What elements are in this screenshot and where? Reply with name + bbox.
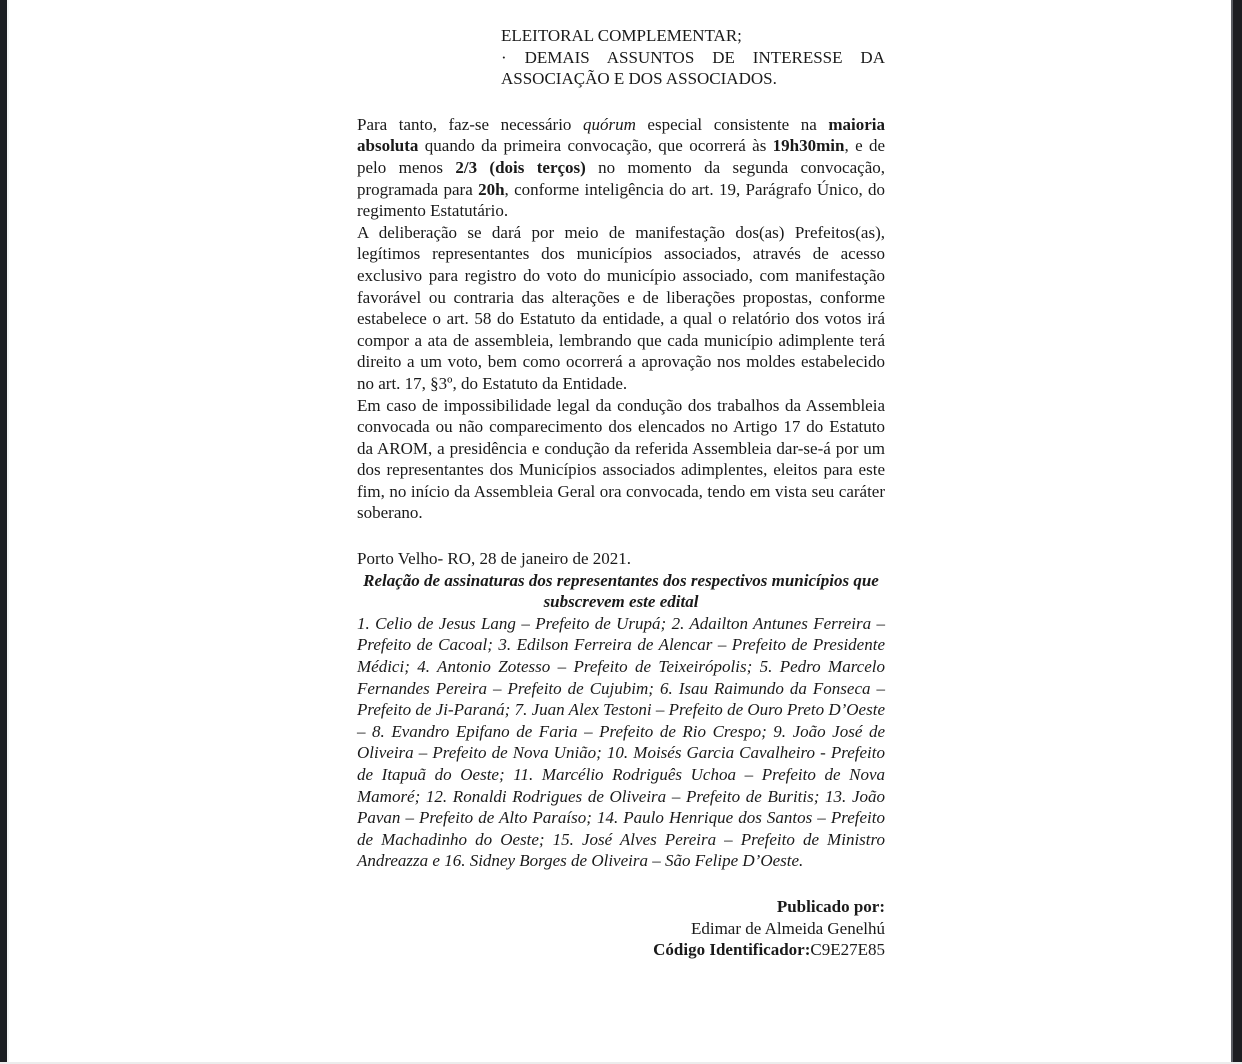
identifier-line-text: C9E27E85 xyxy=(810,940,885,960)
agenda-item-tail-text: ELEITORAL COMPLEMENTAR; xyxy=(501,26,742,45)
publisher-name-text: Edimar de Almeida Genelhú xyxy=(690,918,885,938)
paragraph-quorum-text: quórum xyxy=(582,114,636,134)
agenda-item-demais-assuntos xyxy=(357,47,885,90)
paragraph-quorum-text: 19h30min xyxy=(772,136,845,156)
published-by-label xyxy=(357,896,885,918)
blank-line xyxy=(357,90,885,114)
signatures-list xyxy=(357,613,885,872)
dateline-text: Porto Velho- RO, 28 de janeiro de 2021. xyxy=(357,549,632,569)
viewer-right-edge xyxy=(1231,0,1242,1064)
paragraph-deliberacao xyxy=(357,222,885,395)
identifier-line-text: Código Identificador: xyxy=(653,940,811,960)
signatures-heading xyxy=(357,570,885,613)
paragraph-quorum-text: no momento da segunda convocação, programada para xyxy=(357,157,885,199)
published-by-label-text: Publicado por: xyxy=(776,896,885,916)
paragraph-quorum-text: quando da primeira convocação, que ocorrerá às xyxy=(418,136,773,156)
dateline xyxy=(357,548,885,570)
agenda-item-demais-assuntos-text: · DEMAIS ASSUNTOS DE INTERESSE DA ASSOCIAÇÃO E DOS ASSOCIADOS. xyxy=(501,47,885,89)
paragraph-quorum-text: maioria absoluta xyxy=(357,114,885,156)
viewer-left-edge xyxy=(0,0,9,1064)
paragraph-quorum-text: 20h xyxy=(478,179,505,199)
paragraph-deliberacao-text: A deliberação se dará por meio de manifestação dos(as) Prefeitos(as), legítimos representantes dos municípios associados, através de acesso exclusivo para registro do voto do município associado, com manifestação favorável ou contraria das alterações e de liberações propostas, conforme estabelece o art. 58 do Estatuto da entidade, a qual o relatório dos votos irá compor a ata de assembleia, lembrando que cada município adimplente terá direito a um voto, bem como ocorrerá a aprovação nos moldes estabelecido no art. 17, §3º, do Estatuto da Entidade. xyxy=(357,222,885,393)
signatures-heading-text: Relação de assinaturas dos representantes dos respectivos municípios que subscrevem este edital xyxy=(363,570,879,612)
agenda-item-tail xyxy=(357,25,885,47)
paragraph-impossibilidade-text: Em caso de impossibilidade legal da condução dos trabalhos da Assembleia convocada ou não comparecimento dos elencados no Artigo 17 do Estatuto da AROM, a presidência e condução da referida Assembleia dar-se-á por um dos representantes dos Municípios associados adimplentes, eleitos para este fim, no início da Assembleia Geral ora convocada, tendo em vista seu caráter soberano. xyxy=(357,395,885,523)
paragraph-quorum-text: Para tanto, faz-se necessário xyxy=(357,114,583,134)
identifier-line xyxy=(357,939,885,961)
blank-line xyxy=(357,872,885,896)
paragraph-quorum-text: , conforme inteligência do art. 19, Parágrafo Único, do regimento Estatutário. xyxy=(357,179,886,221)
paragraph-quorum-text: especial consistente na xyxy=(635,114,829,134)
paragraph-quorum-text: , e de pelo menos xyxy=(357,136,886,177)
paragraph-quorum xyxy=(357,114,885,222)
document-content xyxy=(357,0,885,961)
blank-line xyxy=(357,524,885,548)
signatures-list-text: 1. Celio de Jesus Lang – Prefeito de Urupá; 2. Adailton Antunes Ferreira – Prefeito de Cacoal; 3. Edilson Ferreira de Alencar – Prefeito de Presidente Médici; 4. Antonio Zotesso – Prefeito de Teixeirópolis; 5. Pedro Marcelo Fernandes Pereira – Prefeito de Cujubim; 6. Isau Raimundo da Fonseca – Prefeito de Ji-Paraná; 7. Juan Alex Testoni – Prefeito de Ouro Preto D’Oeste – 8. Evandro Epifano de Faria – Prefeito de Rio Crespo; 9. João José de Oliveira – Prefeito de Nova União; 10. Moisés Garcia Cavalheiro - Prefeito de Itapuã do Oeste; 11. Marcélio Rodriguês Uchoa – Prefeito de Nova Mamoré; 12. Ronaldi Rodrigues de Oliveira – Prefeito de Buritis; 13. João Pavan – Prefeito de Alto Paraíso; 14. Paulo Henrique dos Santos – Prefeito de Machadinho do Oeste; 15. José Alves Pereira – Prefeito de Ministro Andreazza e 16. Sidney Borges de Oliveira – São Felipe D’Oeste. xyxy=(357,613,885,871)
publisher-name xyxy=(357,918,885,940)
paragraph-impossibilidade xyxy=(357,395,885,525)
paragraph-quorum-text: 2/3 (dois terços) xyxy=(455,157,586,177)
